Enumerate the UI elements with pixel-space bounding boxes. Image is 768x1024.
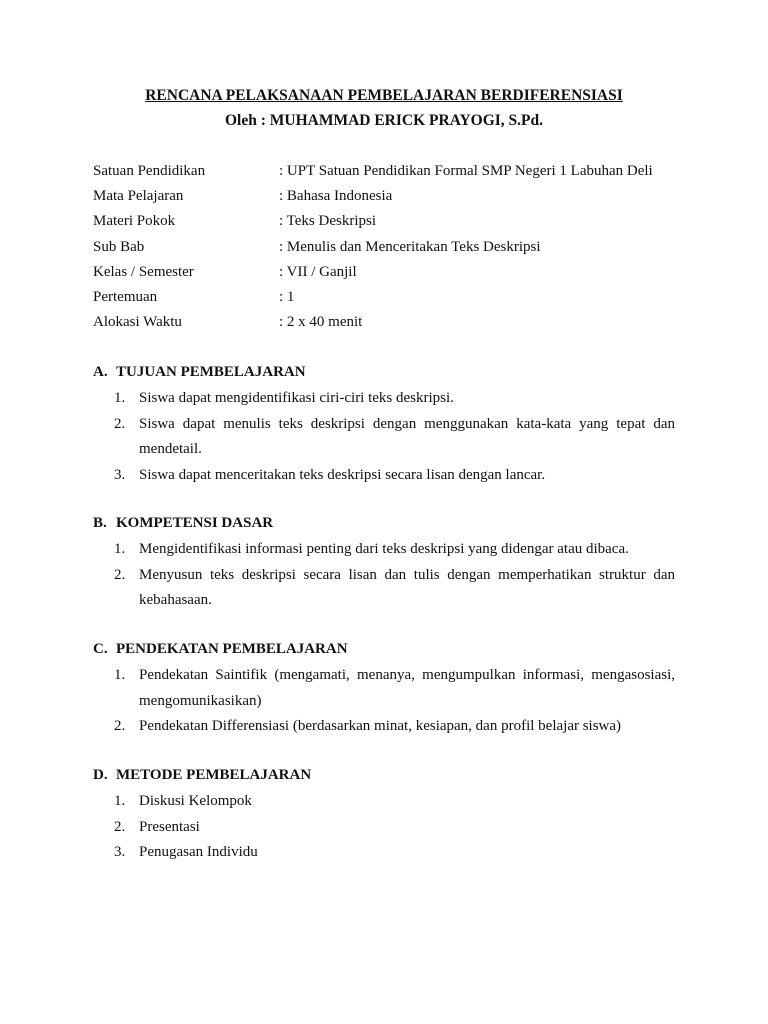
section-heading (93, 764, 675, 789)
info-label: Sub Bab (93, 238, 145, 255)
info-label: Satuan Pendidikan (93, 163, 206, 179)
info-label: Pertemuan (93, 288, 158, 305)
section-title: KOMPETENSI DASAR (116, 515, 274, 531)
info-row (93, 210, 693, 235)
list-number: 3. (114, 844, 126, 860)
list-item (93, 563, 675, 614)
list-text: Siswa dapat mengidentifikasi ciri-ciri teks deskripsi. (139, 390, 454, 406)
list-item (93, 815, 675, 841)
info-row (93, 261, 693, 286)
list-text: Siswa dapat menulis teks deskripsi dengan menggunakan kata-kata yang tepat dan mendetail. (139, 415, 675, 457)
info-value: : Teks Deskripsi (279, 213, 377, 230)
document-title: RENCANA PELAKSANAAN PEMBELAJARAN BERDIFERENSIASI (145, 87, 623, 104)
info-label: Kelas / Semester (93, 263, 194, 280)
section-letter: B. (93, 515, 107, 531)
list-number: 1. (114, 793, 126, 809)
list-number: 1. (114, 390, 126, 406)
section-metode (93, 764, 675, 866)
list-number: 1. (114, 667, 126, 683)
section-kompetensi (93, 512, 675, 614)
section-heading (93, 512, 675, 537)
info-row (93, 185, 693, 210)
section-heading (93, 361, 675, 386)
info-label: Materi Pokok (93, 213, 176, 230)
section-letter: C. (93, 641, 108, 657)
info-value: : 1 (279, 288, 295, 305)
section-title: TUJUAN PEMBELAJARAN (116, 364, 306, 380)
list-item (93, 537, 675, 563)
info-row (93, 286, 693, 311)
list-number: 2. (114, 718, 126, 734)
section-pendekatan (93, 638, 675, 740)
info-value: : Menulis dan Menceritakan Teks Deskripsi (279, 238, 541, 255)
info-label: Alokasi Waktu (93, 314, 182, 331)
list-item (93, 386, 675, 412)
info-row (93, 236, 693, 261)
section-letter: A. (93, 364, 108, 380)
document-author: Oleh : MUHAMMAD ERICK PRAYOGI, S.Pd. (224, 112, 544, 129)
info-row (93, 160, 693, 185)
list-number: 3. (114, 466, 126, 483)
list-text: Mengidentifikasi informasi penting dari teks deskripsi yang didengar atau dibaca. (139, 541, 629, 557)
list-text: Pendekatan Saintifik (mengamati, menanya, mengumpulkan informasi, mengasosiasi, mengomunikasikan) (139, 667, 675, 709)
section-letter: D. (93, 767, 108, 783)
list-number: 2. (114, 818, 126, 835)
list-item (93, 789, 675, 815)
list-text: Siswa dapat menceritakan teks deskripsi secara lisan dengan lancar. (139, 466, 546, 483)
list-number: 1. (114, 541, 126, 557)
list-text: Diskusi Kelompok (139, 793, 252, 809)
info-value: : 2 x 40 menit (279, 314, 363, 331)
list-item (93, 412, 675, 463)
list-item (93, 714, 675, 740)
section-heading (93, 638, 675, 663)
list-item (93, 840, 675, 866)
info-row (93, 311, 693, 336)
info-value: : Bahasa Indonesia (279, 188, 393, 205)
list-item (93, 463, 675, 489)
info-value: : VII / Ganjil (279, 263, 357, 280)
list-item (93, 663, 675, 714)
identity-table (93, 160, 693, 336)
list-text: Pendekatan Differensiasi (berdasarkan minat, kesiapan, dan profil belajar siswa) (139, 718, 622, 734)
list-text: Menyusun teks deskripsi secara lisan dan tulis dengan memperhatikan struktur dan kebahasaan. (139, 566, 675, 608)
list-number: 2. (114, 566, 126, 583)
section-tujuan (93, 361, 675, 488)
info-label: Mata Pelajaran (93, 188, 184, 205)
section-title: METODE PEMBELAJARAN (116, 767, 312, 783)
info-value: : UPT Satuan Pendidikan Formal SMP Negeri 1 Labuhan Deli (279, 163, 653, 179)
list-number: 2. (114, 415, 126, 432)
section-title: PENDEKATAN PEMBELAJARAN (116, 641, 348, 657)
list-text: Presentasi (139, 818, 200, 835)
list-text: Penugasan Individu (139, 844, 258, 860)
